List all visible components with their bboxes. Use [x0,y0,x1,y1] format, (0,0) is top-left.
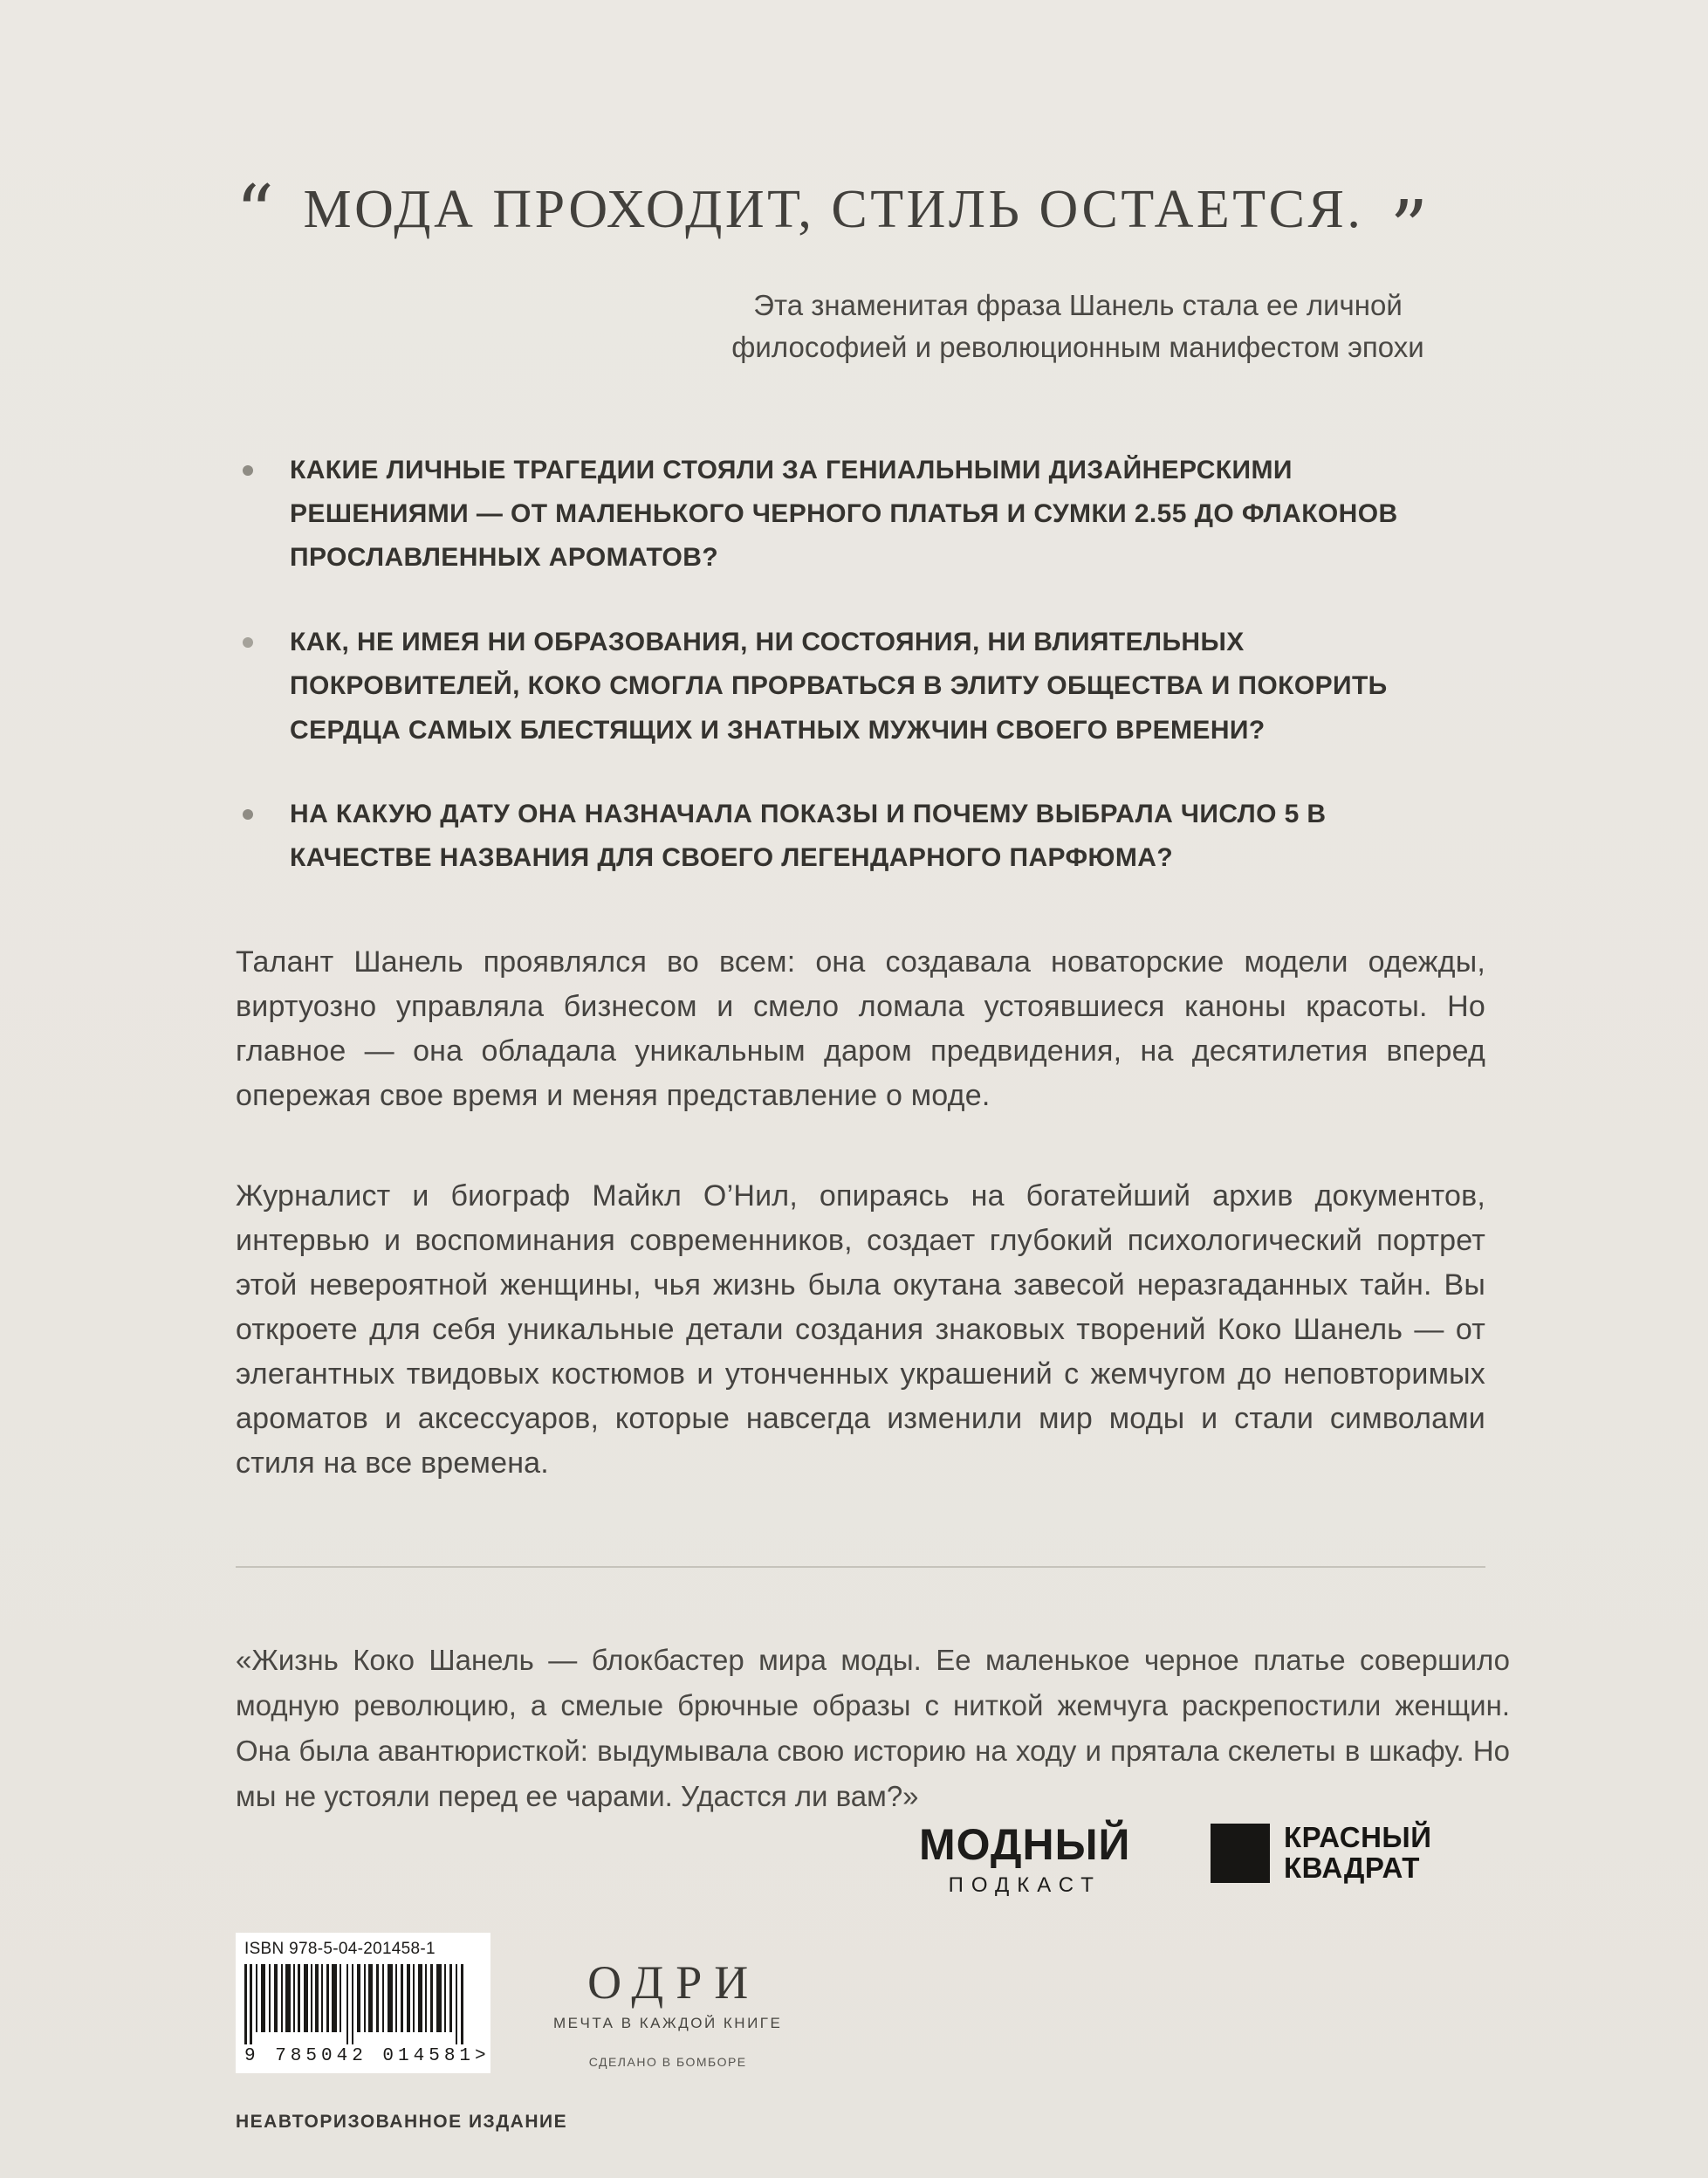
bottom-row [236,1933,1510,2073]
bullet-item [236,621,1428,752]
modny-podcast-logo-line2: ПОДКАСТ [948,1873,1101,1898]
ean-barcode-icon [244,1964,464,2044]
bullet-item [236,449,1428,581]
bullet-text: НА КАКУЮ ДАТУ ОНА НАЗНАЧАЛА ПОКАЗЫ И ПОЧЕМУ ВЫБРАЛА ЧИСЛО 5 В КАЧЕСТВЕ НАЗВАНИЯ ДЛЯ СВОЕГО ЛЕГЕНДАРНОГО ПАРФЮМА? [290,800,1327,873]
edition-note: НЕАВТОРИЗОВАННОЕ ИЗДАНИЕ [236,2112,568,2133]
open-quote-mark-icon: “ [236,169,278,257]
headline-quote [236,0,1510,272]
publisher-name: ОДРИ [587,1956,761,2010]
section-divider [236,1566,1485,1568]
question-bullet-list [236,449,1428,881]
barcode-arrow: > [475,2046,486,2067]
publisher-tagline: МЕЧТА В КАЖДОЙ КНИГЕ [553,2015,783,2032]
bullet-dot-icon [243,637,253,648]
close-quote-mark-icon: ” [1389,185,1431,272]
barcode-digits: 9 785042 014581 [244,2046,476,2067]
barcode-digits-row [244,2046,486,2067]
bullet-dot-icon [243,465,253,476]
bullet-text: КАКИЕ ЛИЧНЫЕ ТРАГЕДИИ СТОЯЛИ ЗА ГЕНИАЛЬНЫМИ ДИЗАЙНЕРСКИМИ РЕШЕНИЯМИ — ОТ МАЛЕНЬКОГО ЧЕРНОГО ПЛАТЬЯ И СУМКИ 2.55 ДО ФЛАКОНОВ ПРОСЛАВЛЕННЫХ АРОМАТОВ? [290,455,1398,573]
black-square-icon [1211,1824,1270,1883]
bullet-dot-icon [243,809,253,820]
krasny-kvadrat-logo-line1: КРАСНЫЙ [1284,1821,1432,1854]
partner-logos-row [236,1820,1519,1910]
review-quote: «Жизнь Коко Шанель — блокбастер мира моды. Ее маленькое черное платье совершило модную революцию, а смелые брючные образы с ниткой жемчуга раскрепостили женщин. Она была авантюристкой: выдумывала свою историю на ходу и прятала скелеты в шкафу. Но мы не устояли перед ее чарами. Удастся ли вам?» [236,1643,1510,1813]
description-paragraph-2: Журналист и биограф Майкл О’Нил, опираясь на богатейший архив документов, интервью и воспоминания современников, создает глубокий психологический портрет этой невероятной женщины, чья жизнь была окутана завесой неразгаданных тайн. Вы откроете для себя уникальные детали создания знаковых творений Коко Шанель — от элегантных твидовых костюмов и утонченных украшений с жемчугом до неповторимых ароматов и аксессуаров, которые навсегда изменили мир моды и стали символами стиля на все времена. [236,1178,1485,1480]
isbn-barcode-block [236,1933,490,2073]
isbn-number: ISBN 978-5-04-201458-1 [244,1940,436,1959]
modny-podcast-logo-line1: МОДНЫЙ [919,1820,1131,1870]
bullet-text: КАК, НЕ ИМЕЯ НИ ОБРАЗОВАНИЯ, НИ СОСТОЯНИЯ, НИ ВЛИЯТЕЛЬНЫХ ПОКРОВИТЕЛЕЙ, КОКО СМОГЛА ПРОРВАТЬСЯ В ЭЛИТУ ОБЩЕСТВА И ПОКОРИТЬ СЕРДЦА САМЫХ БЛЕСТЯЩИХ И ЗНАТНЫХ МУЖЧИН СВОЕГО ВРЕМЕНИ? [290,627,1388,745]
description-paragraph-1: Талант Шанель проявлялся во всем: она создавала новаторские модели одежды, виртуозно управляла бизнесом и смело ломала устоявшиеся каноны красоты. Но главное — она обладала уникальным даром предвидения, на десятилетия вперед опережая свое время и меняя представление о моде. [236,945,1485,1112]
krasny-kvadrat-logo [1211,1823,1431,1884]
modny-podcast-logo [919,1820,1131,1898]
headline-text: МОДА ПРОХОДИТ, СТИЛЬ ОСТАЕТСЯ. [303,180,1364,239]
publisher-made-in: СДЕЛАНО В БОМБОРЕ [588,2055,747,2070]
publisher-logo [553,1956,783,2070]
headline-subtitle: Эта знаменитая фраза Шанель стала ее личной философией и революционным манифестом эпохи [731,289,1424,363]
krasny-kvadrat-logo-text [1284,1823,1431,1884]
bullet-item [236,793,1428,881]
krasny-kvadrat-logo-line2: КВАДРАТ [1284,1852,1420,1885]
